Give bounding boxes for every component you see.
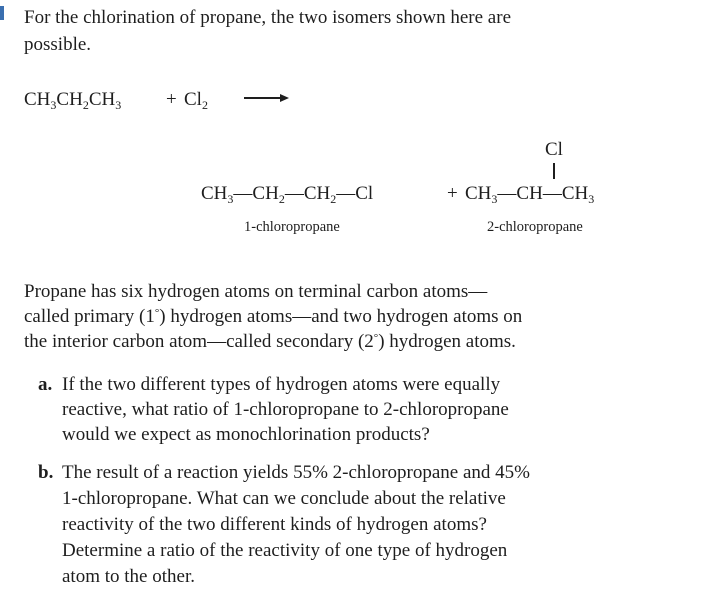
question-b-line-1: The result of a reaction yields 55% 2-chloropropane and 45% bbox=[62, 462, 530, 483]
question-b-line-4: Determine a ratio of the reactivity of one type of hydrogen bbox=[62, 540, 508, 561]
question-b-line-3: reactivity of the two different kinds of hydrogen atoms? bbox=[62, 514, 487, 535]
question-b-line-5: atom to the other. bbox=[62, 566, 195, 587]
paragraph-line-2: called primary (1°) hydrogen atoms—and two hydrogen atoms on bbox=[24, 306, 523, 327]
products-plus: + bbox=[447, 183, 458, 204]
question-b-letter: b. bbox=[38, 462, 54, 483]
reactant-propane: $CH_3CH_2CH_3$ bbox=[24, 89, 122, 112]
question-a-letter: a. bbox=[38, 374, 53, 395]
paragraph-line-3: the interior carbon atom—called secondary (2°) hydrogen atoms. bbox=[24, 331, 516, 352]
problem-marker bbox=[0, 6, 4, 20]
intro-line-2: possible. bbox=[24, 34, 92, 55]
product-1-formula: $CH_3—CH_2—CH_2—Cl$ bbox=[201, 183, 374, 206]
chlorine-substituent: Cl bbox=[545, 139, 563, 160]
reaction-plus: + bbox=[166, 89, 177, 110]
product-2-formula: $CH_3—CH—CH_3$ bbox=[465, 183, 595, 206]
question-b-line-2: 1-chloropropane. What can we conclude about the relative bbox=[62, 488, 506, 509]
question-a-line-2: reactive, what ratio of 1-chloropropane to 2-chloropropane bbox=[62, 399, 509, 420]
right-arrow-icon bbox=[244, 93, 288, 103]
intro-line-1: For the chlorination of propane, the two isomers shown here are bbox=[24, 7, 512, 28]
reactant-chlorine: $Cl_2$ bbox=[184, 89, 208, 112]
question-a-line-3: would we expect as monochlorination products? bbox=[62, 424, 430, 445]
paragraph-line-1: Propane has six hydrogen atoms on terminal carbon atoms— bbox=[24, 281, 488, 302]
question-a-line-1: If the two different types of hydrogen atoms were equally bbox=[62, 374, 501, 395]
chlorine-bond bbox=[553, 163, 555, 179]
product-1-label: 1-chloropropane bbox=[244, 219, 340, 235]
product-2-label: 2-chloropropane bbox=[487, 219, 583, 235]
